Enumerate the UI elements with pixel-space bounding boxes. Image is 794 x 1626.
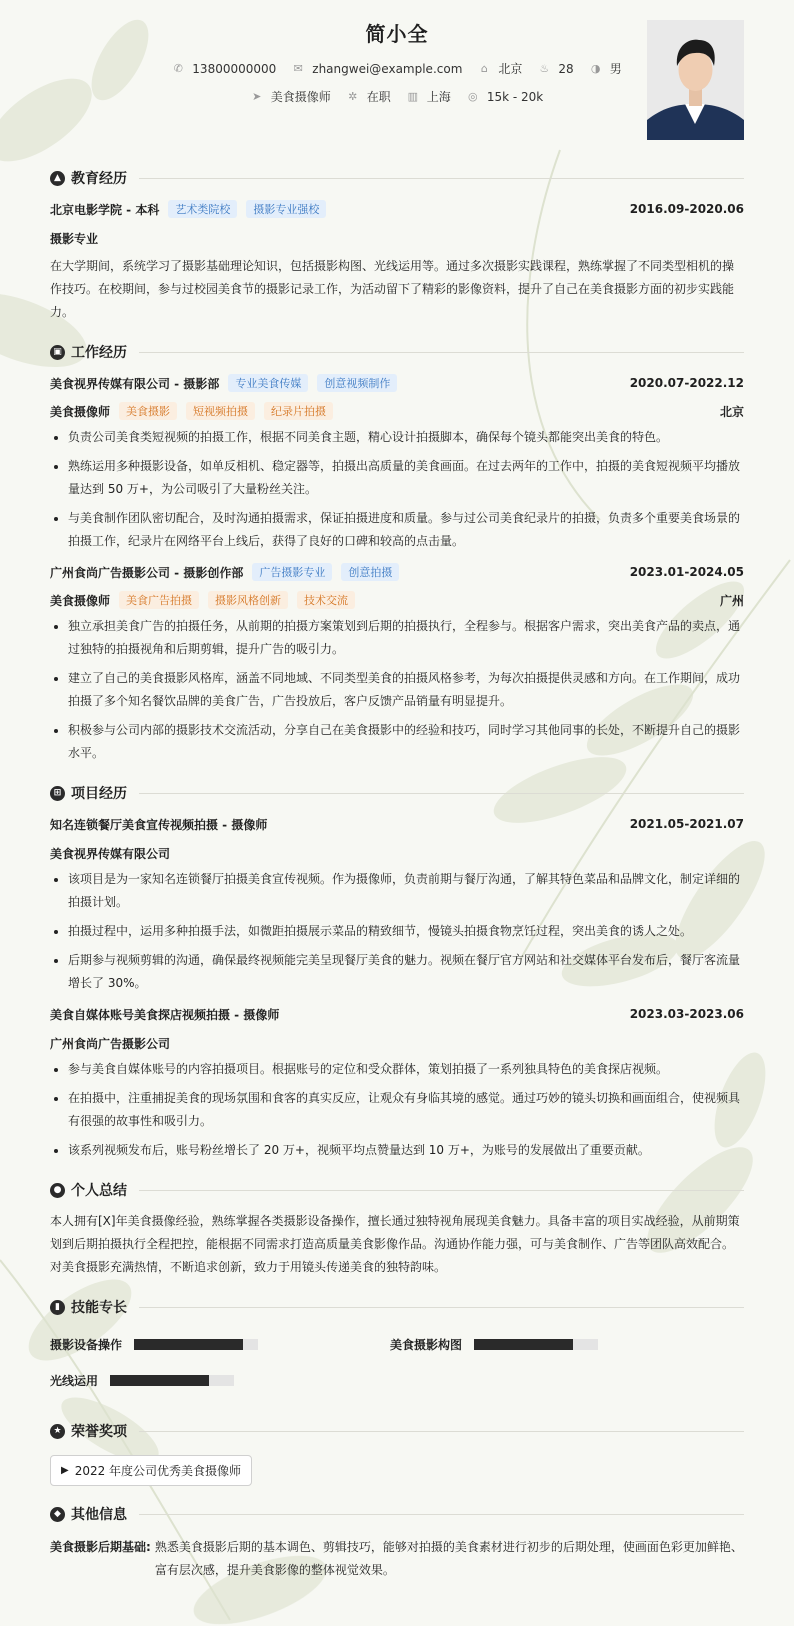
skill-label: 美食摄影构图	[390, 1337, 463, 1352]
bullet-item: • 该项目是为一家知名连锁餐厅拍摄美食宣传视频。作为摄像师，负责前期与餐厅沟通，了解其特色菜品和品牌文化，制定详细的拍摄计划。	[68, 868, 744, 914]
divider	[139, 1190, 744, 1191]
project-bullets	[50, 1058, 744, 1162]
bullet-item: • 后期参与视频剪辑的沟通，确保最终视频能完美呈现餐厅美食的魅力。视频在餐厅官方网站和社交媒体平台发布后，餐厅客流量增长了 30%。	[68, 949, 744, 995]
play-triangle-icon: ▶	[61, 1465, 69, 1476]
phone-icon: ✆	[173, 61, 183, 75]
company-name: 广州食尚广告摄影公司 - 摄影创作部	[50, 565, 244, 580]
skills-heading: 技能专长	[71, 1300, 127, 1316]
school-tag: 艺术类院校	[168, 200, 237, 218]
project-name: 知名连锁餐厅美食宣传视频拍摄 - 摄像师	[50, 817, 268, 832]
role-tag: 美食摄影	[119, 402, 177, 420]
education-row	[50, 200, 744, 218]
job-city: 北京	[719, 404, 744, 419]
grid-icon: ⊞	[50, 786, 65, 801]
divider	[139, 1514, 744, 1515]
email-item	[292, 62, 462, 76]
education-description: 在大学期间，系统学习了摄影基础理论知识，包括摄影构图、光线运用等。通过多次摄影实践课程，熟练掌握了不同类型相机的操作技巧。在校期间，参与过校园美食节的摄影记录工作，为活动留下了精彩的影像资料，提升了自己在美食摄影方面的初步实践能力。	[50, 259, 735, 319]
job-bullets	[50, 615, 744, 765]
job-bullets	[50, 426, 744, 553]
company-tag: 创意拍摄	[341, 563, 399, 581]
bullet-item: • 该系列视频发布后，账号粉丝增长了 20 万+，视频平均点赞量达到 10 万+，为账号的发展做出了重要贡献。	[68, 1139, 744, 1162]
other-section-title	[50, 1502, 744, 1526]
project-date: 2021.05-2021.07	[629, 817, 744, 831]
bullet-item: • 建立了自己的美食摄影风格库，涵盖不同地域、不同类型美食的拍摄风格参考，为每次拍摄提供灵感和方向。在工作期间，成功拍摄了多个知名餐饮品牌的美食广告，广告投放后，客户反馈产品销量有明显提升。	[68, 667, 744, 713]
project-row	[50, 1005, 744, 1023]
company-tag: 广告摄影专业	[252, 563, 332, 581]
divider	[139, 1431, 744, 1432]
skill-bar-fill	[110, 1375, 209, 1386]
project-org: 美食视界传媒有限公司	[50, 847, 171, 861]
salary-text: 15k - 20k	[486, 89, 544, 104]
bullet-item: • 在拍摄中，注重捕捉美食的现场氛围和食客的真实反应，让观众有身临其境的感觉。通过巧妙的镜头切换和画面组合，使视频具有很强的故事性和吸引力。	[68, 1087, 744, 1133]
company-tag: 创意视频制作	[317, 374, 397, 392]
work-section-title	[50, 340, 744, 364]
role-tag: 纪录片拍摄	[264, 402, 333, 420]
job-city: 广州	[719, 593, 744, 608]
award-text: 2022 年度公司优秀美食摄像师	[74, 1464, 242, 1478]
major: 摄影专业	[50, 232, 99, 246]
bullet-item: • 参与美食自媒体账号的内容拍摄项目。根据账号的定位和受众群体，策划拍摄了一系列独具特色的美食探店视频。	[68, 1058, 744, 1081]
award-item	[50, 1455, 252, 1486]
email-icon: ✉	[293, 61, 303, 75]
bullet-item: • 与美食制作团队密切配合，及时沟通拍摄需求，保证拍摄进度和质量。参与过公司美食纪录片的拍摄，负责多个重要美食场景的拍摄工作，纪录片在网络平台上线后，获得了良好的口碑和较高的点击量。	[68, 507, 744, 553]
skill-item	[50, 1331, 390, 1357]
awards-heading: 荣誉奖项	[71, 1424, 127, 1440]
other-key: 美食摄影后期基础:	[50, 1540, 151, 1554]
summary-heading: 个人总结	[71, 1183, 127, 1199]
briefcase-icon: ▣	[50, 345, 65, 360]
skill-bar	[474, 1339, 598, 1350]
bullet-item: • 独立承担美食广告的拍摄任务，从前期的拍摄方案策划到后期的拍摄执行，全程参与。根据客户需求，突出美食产品的卖点，通过独特的拍摄视角和后期剪辑，提升广告的吸引力。	[68, 615, 744, 661]
medal-icon: ★	[50, 1424, 65, 1439]
job-role-row	[50, 591, 744, 609]
status-icon: ✲	[348, 89, 358, 103]
contact-row	[50, 60, 744, 77]
project-org: 广州食尚广告摄影公司	[50, 1037, 171, 1051]
other-heading: 其他信息	[71, 1507, 127, 1523]
target-city-item	[407, 88, 451, 105]
company-tag: 专业美食传媒	[228, 374, 308, 392]
project-entry	[50, 815, 744, 995]
building-icon: ▥	[407, 89, 418, 103]
target-city-text: 上海	[426, 90, 451, 104]
summary-section-title	[50, 1178, 744, 1202]
job-role: 美食摄像师	[50, 593, 111, 608]
project-name: 美食自媒体账号美食探店视频拍摄 - 摄像师	[50, 1007, 280, 1022]
resume-header	[50, 0, 744, 150]
salary-item	[467, 90, 543, 104]
project-date: 2023.03-2023.06	[629, 1007, 744, 1021]
project-bullets	[50, 868, 744, 995]
skill-bar	[110, 1375, 234, 1386]
other-value: 熟悉美食摄影后期的基本调色、剪辑技巧，能够对拍摄的美食素材进行初步的后期处理，使画面色彩更加鲜艳、富有层次感，提升美食影像的整体视觉效果。	[154, 1540, 743, 1577]
age-text: 28	[558, 61, 574, 76]
skills-list	[50, 1331, 744, 1403]
skill-item	[50, 1367, 390, 1393]
job-company-row	[50, 563, 744, 581]
candidate-name: 简小全	[365, 22, 429, 46]
chart-icon: ▮	[50, 1300, 65, 1315]
role-tag: 美食广告拍摄	[119, 591, 199, 609]
gender-text: 男	[609, 62, 622, 76]
summary-text: 本人拥有[X]年美食摄像经验，熟练掌握各类摄影设备操作，擅长通过独特视角展现美食魅力。具备丰富的项目实战经验，从前期策划到后期拍摄执行全程把控，能根据不同需求打造高质量美食影像作品。沟通协作能力强，可与美食制作、广告等团队高效配合。对美食摄影充满热情，不断追求创新，致力于用镜头传递美食的独特韵味。	[50, 1214, 740, 1274]
company-name: 美食视界传媒有限公司 - 摄影部	[50, 376, 220, 391]
skills-section-title	[50, 1295, 744, 1319]
coin-icon: ◎	[468, 89, 478, 103]
graduation-cap-icon: ▲	[50, 171, 65, 186]
job-intent-row	[50, 88, 744, 105]
job-date: 2023.01-2024.05	[629, 565, 744, 579]
bullet-item: • 熟练运用多种摄影设备，如单反相机、稳定器等，拍摄出高质量的美食画面。在过去两年的工作中，拍摄的美食短视频平均播放量达到 50 万+，为公司吸引了大量粉丝关注。	[68, 455, 744, 501]
divider	[139, 793, 744, 794]
work-heading: 工作经历	[71, 345, 127, 361]
divider	[139, 1307, 744, 1308]
job-company-row	[50, 374, 744, 392]
education-date: 2016.09-2020.06	[629, 202, 744, 216]
gender-icon: ◑	[590, 61, 601, 75]
school-tag: 摄影专业强校	[246, 200, 326, 218]
bullet-item: • 拍摄过程中，运用多种拍摄手法，如微距拍摄展示菜品的精致细节，慢镜头拍摄食物烹饪过程，突出美食的诱人之处。	[68, 920, 744, 943]
job-entry	[50, 374, 744, 553]
awards-section-title	[50, 1419, 744, 1443]
home-icon: ⌂	[480, 61, 488, 75]
status-item	[347, 88, 391, 105]
job-entry	[50, 563, 744, 765]
role-tag: 短视频拍摄	[186, 402, 255, 420]
user-icon: ●	[50, 1183, 65, 1198]
school-name: 北京电影学院 - 本科	[50, 202, 160, 217]
send-icon: ➤	[252, 89, 262, 103]
divider	[139, 352, 744, 353]
status-text: 在职	[366, 90, 391, 104]
portrait-image	[647, 20, 744, 140]
projects-heading: 项目经历	[71, 786, 127, 802]
skill-bar-fill	[474, 1339, 573, 1350]
other-item	[50, 1536, 744, 1582]
job-role-row	[50, 402, 744, 420]
phone-item	[172, 62, 276, 76]
skill-bar	[134, 1339, 258, 1350]
phone-text: 13800000000	[192, 61, 277, 76]
skill-bar-fill	[134, 1339, 243, 1350]
project-row	[50, 815, 744, 833]
age-item	[538, 62, 573, 76]
bullet-item: • 负责公司美食类短视频的拍摄工作，根据不同美食主题，精心设计拍摄脚本，确保每个镜头都能突出美食的特色。	[68, 426, 744, 449]
skill-label: 摄影设备操作	[50, 1337, 123, 1352]
cake-icon: ♨	[539, 61, 550, 75]
email-text: zhangwei@example.com	[312, 61, 463, 76]
profile-photo	[647, 20, 744, 140]
job-role: 美食摄像师	[50, 404, 111, 419]
city-item	[478, 60, 522, 77]
project-entry	[50, 1005, 744, 1162]
projects-section-title	[50, 781, 744, 805]
info-icon: ◆	[50, 1507, 65, 1522]
job-text: 美食摄像师	[270, 90, 331, 104]
skill-label: 光线运用	[50, 1373, 99, 1388]
job-item	[251, 88, 331, 105]
city-text: 北京	[498, 62, 523, 76]
job-date: 2020.07-2022.12	[629, 376, 744, 390]
skill-item	[390, 1331, 730, 1357]
role-tag: 摄影风格创新	[208, 591, 288, 609]
role-tag: 技术交流	[297, 591, 355, 609]
bullet-item: • 积极参与公司内部的摄影技术交流活动，分享自己在美食摄影中的经验和技巧，同时学习其他同事的长处，不断提升自己的摄影水平。	[68, 719, 744, 765]
gender-item	[590, 60, 622, 77]
education-heading: 教育经历	[71, 171, 127, 187]
education-section-title	[50, 166, 744, 190]
divider	[139, 178, 744, 179]
